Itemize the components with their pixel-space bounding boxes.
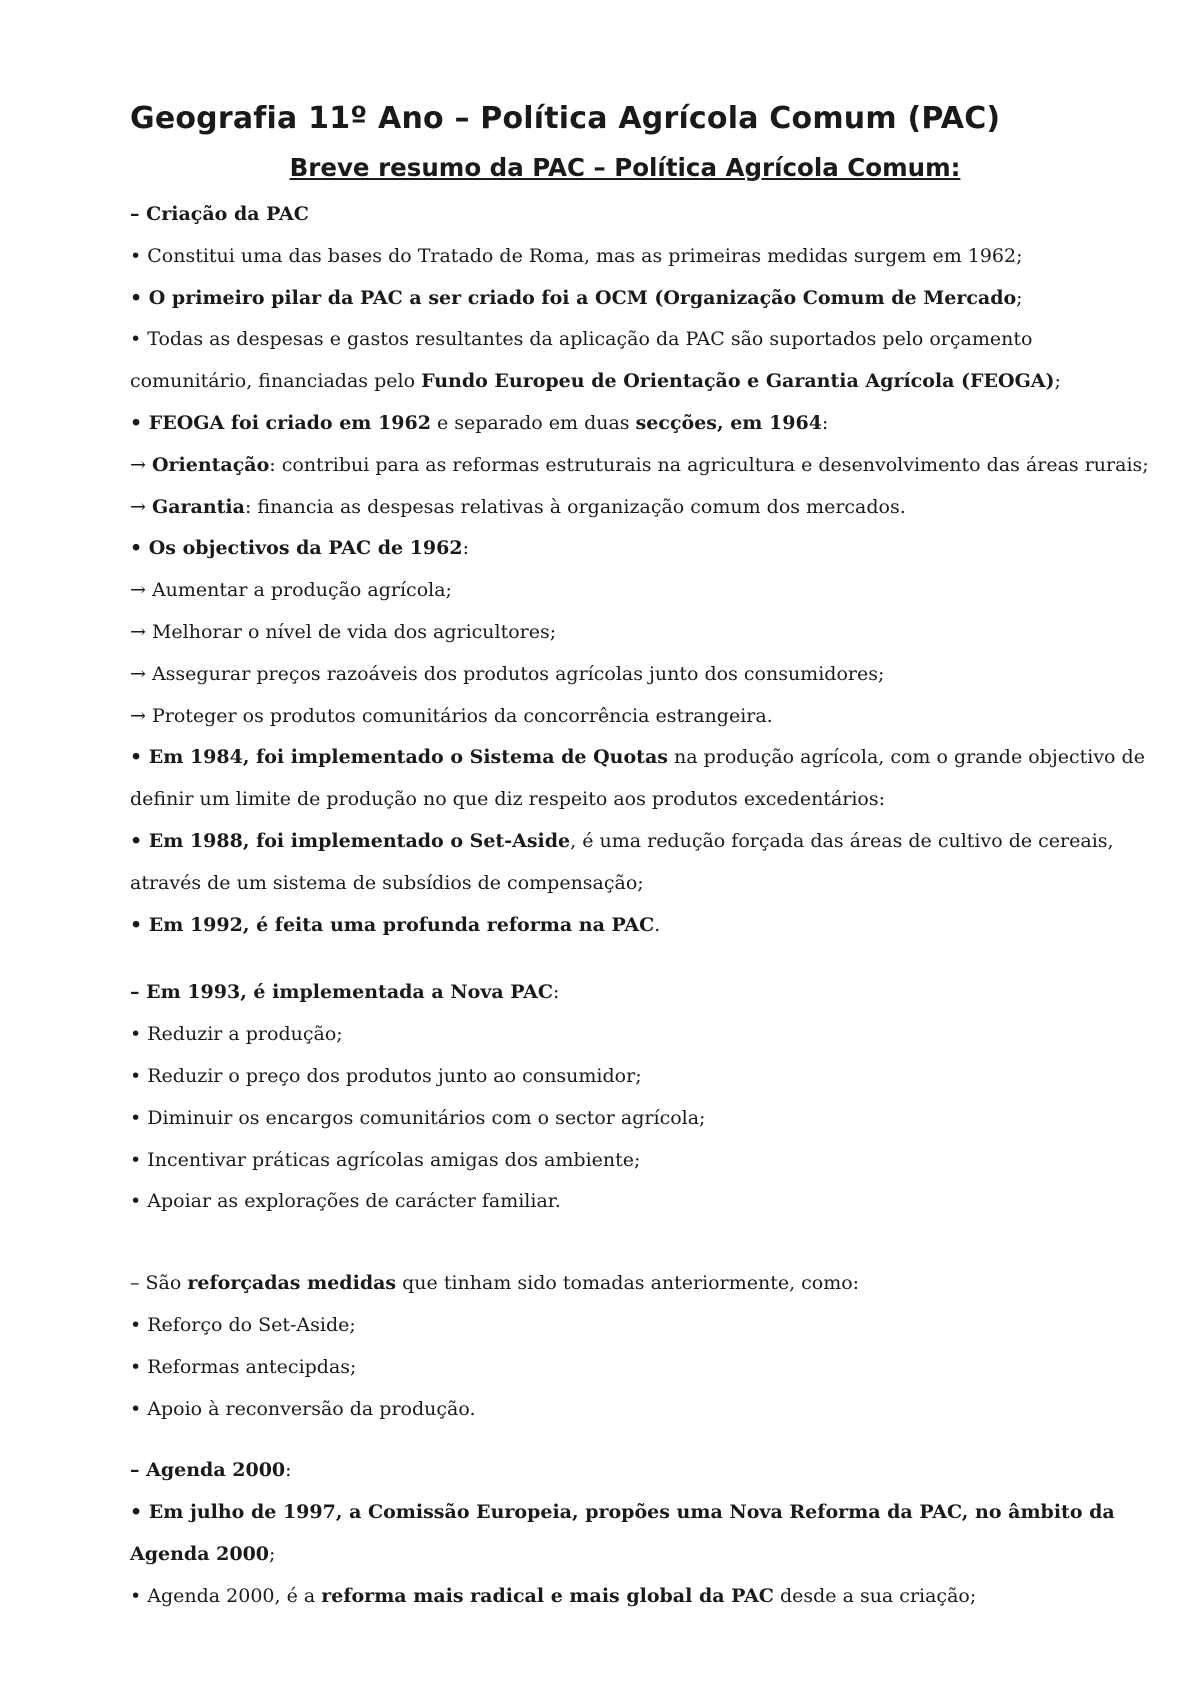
- list-item: • Apoio à reconversão da produção.: [130, 1397, 476, 1420]
- paragraph-line: • FEOGA foi criado em 1962 e separado em duas secções, em 1964:: [130, 411, 829, 434]
- paragraph-line: • Em 1992, é feita uma profunda reforma na PAC.: [130, 913, 661, 936]
- paragraph-line: • Constitui uma das bases do Tratado de Roma, mas as primeiras medidas surgem em 1962;: [130, 244, 1023, 267]
- section-heading-criacao: – Criação da PAC: [130, 203, 309, 225]
- section-heading-agenda: – Agenda 2000:: [130, 1459, 292, 1482]
- paragraph-line: • Em 1984, foi implementado o Sistema de Quotas na produção agrícola, com o grande objectivo de: [130, 746, 1145, 769]
- paragraph-line: → Garantia: financia as despesas relativas à organização comum dos mercados.: [130, 495, 906, 518]
- list-item: • Reforço do Set-Aside;: [130, 1313, 356, 1336]
- list-item: • Reduzir o preço dos produtos junto ao consumidor;: [130, 1064, 642, 1087]
- paragraph-line: • Em 1988, foi implementado o Set-Aside, é uma redução forçada das áreas de cultivo de cereais,: [130, 829, 1114, 852]
- list-item: → Proteger os produtos comunitários da concorrência estrangeira.: [130, 704, 773, 727]
- section-heading-nova-pac: – Em 1993, é implementada a Nova PAC:: [130, 981, 560, 1004]
- paragraph-line: através de um sistema de subsídios de compensação;: [130, 871, 644, 894]
- paragraph-line: comunitário, financiadas pelo Fundo Europeu de Orientação e Garantia Agrícola (FEOGA);: [130, 370, 1061, 393]
- document-body: [130, 194, 1149, 1618]
- list-item: → Aumentar a produção agrícola;: [130, 579, 452, 602]
- paragraph-line: Agenda 2000;: [130, 1542, 276, 1565]
- paragraph-line: • Agenda 2000, é a reforma mais radical e mais global da PAC desde a sua criação;: [130, 1584, 977, 1607]
- page-subtitle: Breve resumo da PAC – Política Agrícola Comum:: [289, 153, 961, 182]
- list-item: → Melhorar o nível de vida dos agricultores;: [130, 620, 557, 643]
- list-item: • Incentivar práticas agrícolas amigas dos ambiente;: [130, 1148, 641, 1171]
- paragraph-line: • Em julho de 1997, a Comissão Europeia, propões uma Nova Reforma da PAC, no âmbito da: [130, 1501, 1115, 1524]
- section-heading-reforcadas: – São reforçadas medidas que tinham sido tomadas anteriormente, como:: [130, 1272, 860, 1295]
- paragraph-line: • Os objectivos da PAC de 1962:: [130, 537, 469, 560]
- list-item: → Assegurar preços razoáveis dos produtos agrícolas junto dos consumidores;: [130, 662, 885, 685]
- list-item: • Reformas antecipdas;: [130, 1355, 357, 1378]
- paragraph-line: → Orientação: contribui para as reformas estruturais na agricultura e desenvolvimento das áreas rurais;: [130, 453, 1149, 476]
- page-title: Geografia 11º Ano – Política Agrícola Comum (PAC): [130, 101, 1001, 136]
- paragraph-line: • Todas as despesas e gastos resultantes da aplicação da PAC são suportados pelo orçamento: [130, 328, 1033, 351]
- list-item: • Reduzir a produção;: [130, 1023, 343, 1046]
- list-item: • Diminuir os encargos comunitários com o sector agrícola;: [130, 1106, 706, 1129]
- list-item: • Apoiar as explorações de carácter familiar.: [130, 1190, 561, 1213]
- paragraph-line: • O primeiro pilar da PAC a ser criado foi a OCM (Organização Comum de Mercado;: [130, 286, 1023, 309]
- paragraph-line: definir um limite de produção no que diz respeito aos produtos excedentários:: [130, 788, 886, 811]
